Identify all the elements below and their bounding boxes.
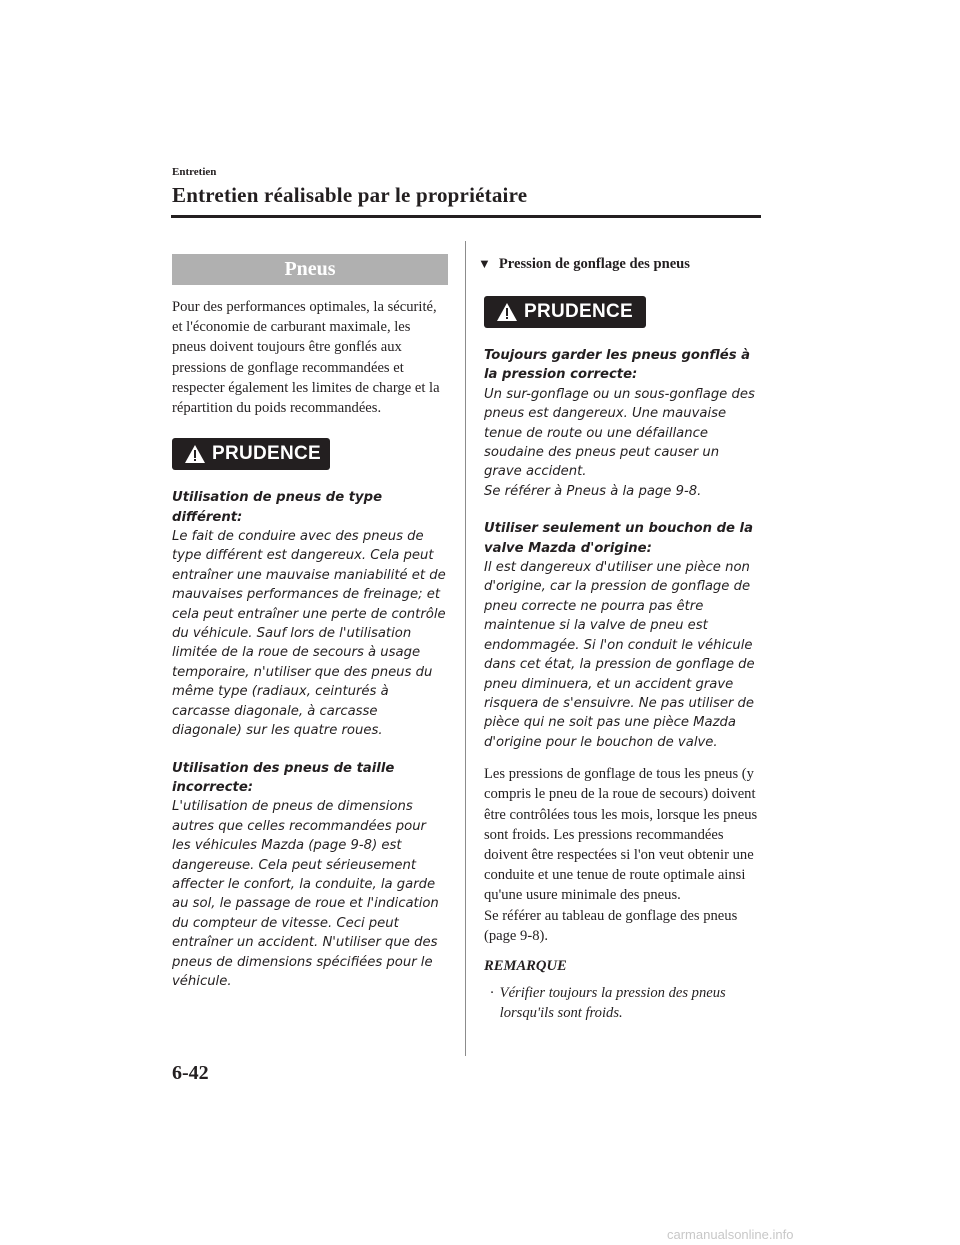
warning-body: Le fait de conduire avec des pneus de type différent est dangereux. Cela peut entraîner une mauvaise maniabilité et de mauvaises performances de freinage; et cela peut entraîner une perte de contrôle du véhicule. Sauf lors de l'utilisation limitée de la roue de secours à usage temporaire, n'utiliser que des pneus du même type (radiaux, ceinturés à carcasse diagonale, à carcasse diagonale) sur les quatre roues.: [172, 529, 446, 739]
right-column: [478, 254, 761, 1023]
warning-triangle-icon: [496, 302, 518, 322]
caution-box: [172, 438, 448, 991]
warning-item: [484, 346, 761, 501]
warning-item: [172, 488, 448, 740]
left-column: [172, 254, 448, 991]
warning-body: Il est dangereux d'utiliser une pièce non d'origine, car la pression de gonflage de pneu correcte ne pourra pas être maintenue si la valve de pneu est endommagée. Si l'on conduit le véhicule dans cet état, la pression de gonflage de pneu diminuera, et un accident grave risquera de s'ensuivre. Ne pas utiliser de pièce qui ne soit pas une pièce Mazda d'origine pour le bouchon de valve.: [484, 560, 755, 750]
warning-item: [484, 519, 761, 752]
warning-triangle-icon: [184, 444, 206, 464]
subsection-heading: [478, 254, 761, 274]
caution-label: PRUDENCE: [524, 301, 634, 322]
warning-title: Utilisation de pneus de type différent:: [172, 490, 383, 525]
caution-badge: [484, 296, 646, 328]
caution-label: PRUDENCE: [212, 443, 322, 465]
warning-item: [172, 759, 448, 992]
chapter-label: Entretien: [172, 166, 217, 178]
pressure-reference: Se référer au tableau de gonflage des pneus (page 9-8).: [484, 907, 738, 944]
subsection-title: Pression de gonflage des pneus: [498, 255, 690, 272]
section-title: Entretien réalisable par le propriétaire: [172, 183, 528, 207]
note-title: REMARQUE: [484, 957, 567, 974]
topic-title-bar: Pneus: [172, 254, 448, 285]
note-text: Vérifier toujours la pression des pneus lorsqu'ils sont froids.: [499, 984, 726, 1022]
pressure-paragraph: Les pressions de gonflage de tous les pneus (y compris le pneu de la roue de secours) doivent être contrôlées tous les mois, lorsque les pneus sont froids. Les pressions recommandées doivent être respectées si l'on veut obtenir une conduite et une tenue de route optimale ainsi qu'une usure minimale des pneus.: [484, 766, 758, 904]
note-item: [490, 983, 761, 1023]
header-rule: [171, 215, 761, 218]
page-number: 6-42: [172, 1062, 209, 1084]
caution-badge: [172, 438, 330, 470]
warning-reference: Se référer à Pneus à la page 9-8.: [484, 483, 702, 499]
watermark: carmanualsonline.info: [667, 1227, 794, 1242]
column-divider: [465, 241, 466, 1056]
triangle-bullet-icon: ▼: [478, 256, 491, 271]
caution-box: [484, 296, 761, 752]
bullet-dot-icon: ·: [490, 984, 494, 1001]
warning-title: Toujours garder les pneus gonflés à la pression correcte:: [484, 348, 751, 383]
warning-body: Un sur-gonflage ou un sous-gonflage des pneus est dangereux. Une mauvaise tenue de route ou une défaillance soudaine des pneus peut causer un grave accident.: [484, 386, 755, 480]
intro-paragraph: Pour des performances optimales, la sécurité, et l'économie de carburant maximale, les pneus doivent toujours être gonflés aux pressions de gonflage recommandées et respecter également les limites de charge et la répartition du poids recommandées.: [172, 299, 440, 417]
warning-title: Utiliser seulement un bouchon de la valve Mazda d'origine:: [484, 521, 753, 556]
warning-title: Utilisation des pneus de taille incorrecte:: [172, 760, 395, 795]
warning-body: L'utilisation de pneus de dimensions autres que celles recommandées pour les véhicules Mazda (page 9-8) est dangereuse. Cela peut sérieusement affecter le confort, la conduite, la garde au sol, le passage de roue et l'indication du compteur de vitesse. Ceci peut entraîner un accident. N'utiliser que des pneus de dimensions spécifiées pour le véhicule.: [172, 799, 439, 989]
